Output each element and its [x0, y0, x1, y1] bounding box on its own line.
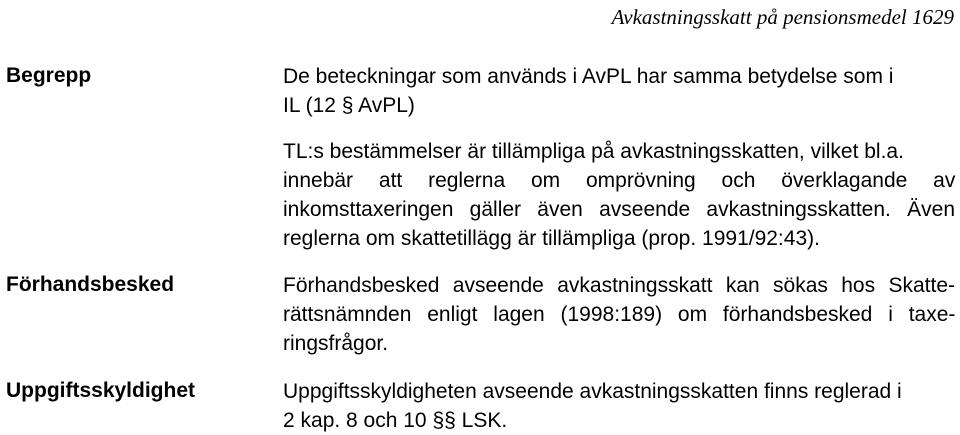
- text-line: Förhandsbesked avseende avkastningsskatt kan sökas hos Skatte-: [283, 274, 955, 297]
- text-line: reglerna om skattetillägg är tillämpliga (prop. 1991/92:43).: [283, 227, 820, 250]
- running-title: Avkastningsskatt på pensionsmedel: [611, 5, 907, 29]
- text-line: De beteckningar som används i AvPL har samma betydelse som i: [283, 65, 894, 88]
- begrepp-paragraph-2: [283, 137, 955, 253]
- text-line: rättsnämnden enligt lagen (1998:189) om förhandsbesked i taxe-: [283, 303, 956, 326]
- forhandsbesked-paragraph: [283, 271, 955, 358]
- text-line: TL:s bestämmelser är tillämpliga på avkastningsskatten, vilket bl.a.: [283, 140, 904, 163]
- text-line: IL (12 § AvPL): [283, 94, 415, 117]
- uppgiftsskyldighet-paragraph: [283, 377, 955, 435]
- section-label-begrepp: Begrepp: [6, 64, 92, 87]
- running-header: [612, 4, 954, 30]
- text-line: ringsfrågor.: [283, 332, 389, 355]
- section-label-uppgiftsskyldighet: Uppgiftsskyldighet: [6, 379, 196, 402]
- section-label-forhandsbesked: Förhandsbesked: [6, 273, 175, 296]
- text-line: innebär att reglerna om omprövning och överklagande av: [283, 169, 956, 192]
- text-line: Uppgiftsskyldigheten avseende avkastningsskatten finns reglerad i: [283, 380, 902, 403]
- page-number: 1629: [912, 5, 954, 29]
- begrepp-paragraph-1: [283, 62, 955, 120]
- text-line: inkomsttaxeringen gäller även avseende avkastningsskatten. Även: [283, 198, 955, 221]
- text-line: 2 kap. 8 och 10 §§ LSK.: [283, 409, 508, 432]
